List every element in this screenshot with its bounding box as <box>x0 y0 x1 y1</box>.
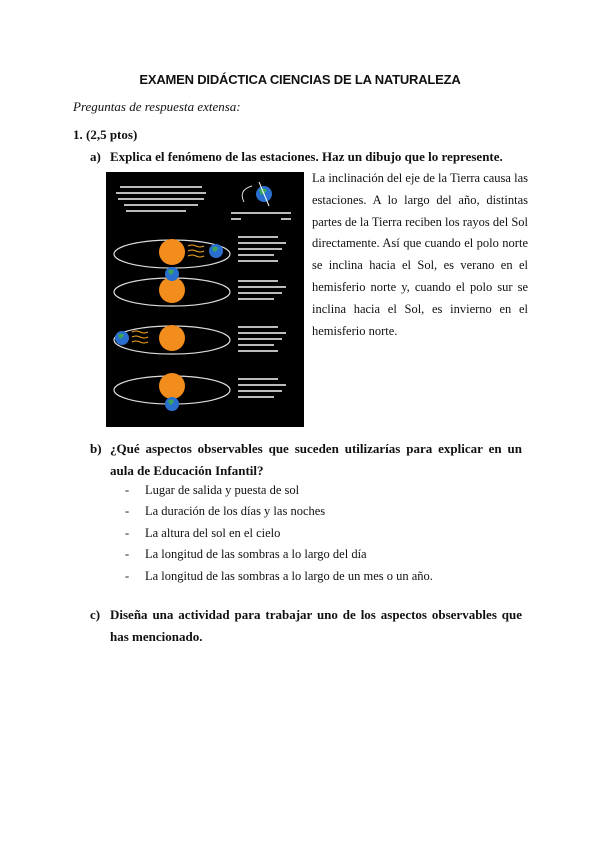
section-subtitle: Preguntas de respuesta extensa: <box>73 99 241 114</box>
question-1b-text: ¿Qué aspectos observables que suceden utilizarías para explicar en un aula de Educación Infantil? <box>110 441 522 478</box>
question-1c <box>90 604 528 648</box>
orbit-spring <box>114 373 286 411</box>
question-1-label: 1. (2,5 ptos) <box>73 127 138 142</box>
question-1c-text: Diseña una actividad para trabajar uno de los aspectos observables que has mencionado. <box>110 607 522 644</box>
exam-title: EXAMEN DIDÁCTICA CIENCIAS DE LA NATURALEZA <box>139 72 461 87</box>
question-1b <box>90 438 528 482</box>
seasons-diagram-svg <box>106 172 304 427</box>
list-item: - La longitud de las sombras a lo largo del día <box>125 547 367 562</box>
list-item: - La duración de los días y las noches <box>125 504 326 519</box>
question-1b-letter: b) <box>90 441 102 456</box>
list-item: - La altura del sol en el cielo <box>125 525 281 540</box>
answer-1a: La inclinación del eje de la Tierra causa las estaciones. A lo largo del año, distintas partes de la Tierra reciben los rayos del Sol directamente. Así que cuando el polo norte se inclina hacia el Sol, es verano en el hemisferio norte y, cuando el polo sur se inclina hacia el Sol, es invierno en el hemisferio norte. <box>312 171 528 338</box>
orbit-summer <box>114 236 286 268</box>
list-item: - Lugar de salida y puesta de sol <box>125 483 300 497</box>
question-1a <box>90 149 503 165</box>
list-item: - La longitud de las sombras a lo largo de un mes o un año. <box>125 568 433 583</box>
tilted-earth-icon <box>242 182 272 206</box>
orbit-autumn <box>114 267 286 306</box>
question-1a-text: Explica el fenómeno de las estaciones. Haz un dibujo que lo represente. <box>110 149 503 164</box>
question-1a-letter: a) <box>90 149 101 164</box>
orbit-winter <box>114 325 286 354</box>
question-1c-letter: c) <box>90 607 101 622</box>
seasons-diagram <box>106 172 304 427</box>
observable-aspects-list <box>125 480 433 587</box>
